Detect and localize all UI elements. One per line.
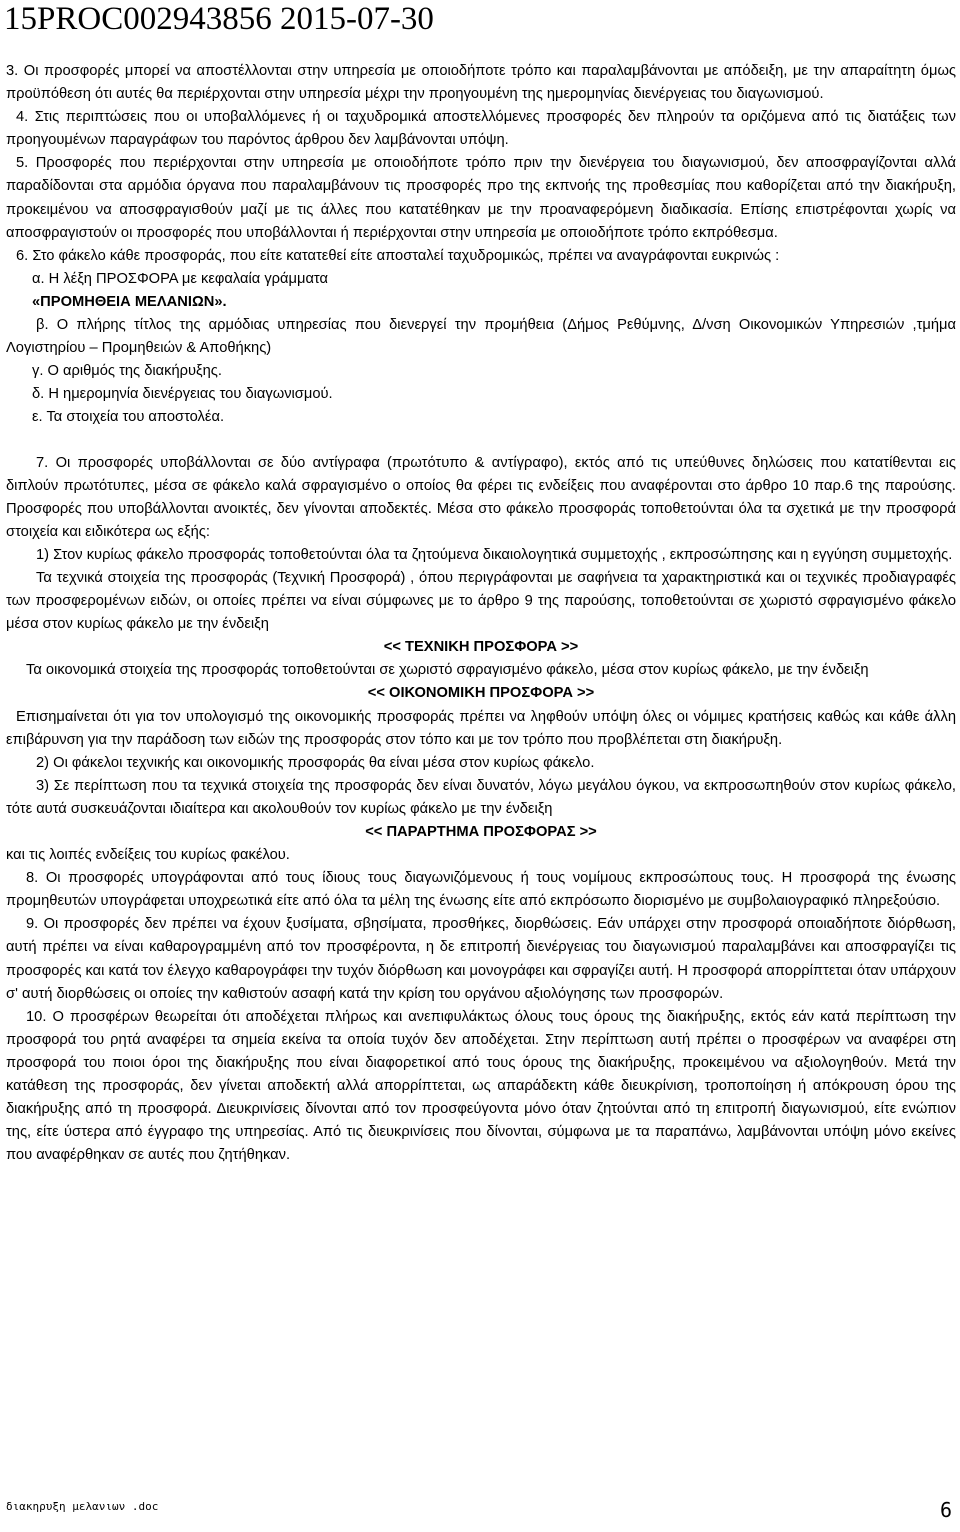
paragraph-5: 5. Προσφορές που περιέρχονται στην υπηρεσία με οποιοδήποτε τρόπο πριν την διενέργεια του διαγωνισμού, δεν αποσφραγίζονται αλλά παραδίδονται στα αρμόδια όργανα που παραλαμβάνουν τις προσφορές προ της εκπνοής της προθεσμίας που καθορίζεται από την διακήρυξη, προκειμένου να αποσφραγισθούν μαζί με τις άλλες που κατατέθηκαν με την προαναφερόμενη διαδικασία. Επίσης επιστρέφονται χωρίς να αποσφραγιστούν οι προσφορές που υποβάλλονται ή περιέρχονται στην υπηρεσία με οποιοδήποτε τρόπο εκπρόθεσμα. <box>6 155 956 241</box>
list-item-e: ε. Τα στοιχεία του αποστολέα. <box>32 409 225 426</box>
list-item-a-title: «ΠΡΟΜΗΘΕΙΑ ΜΕΛΑΝΙΩΝ». <box>32 293 227 310</box>
paragraph-7-item-3: 3) Σε περίπτωση που τα τεχνικά στοιχεία της προσφοράς δεν είναι δυνατόν, λόγω μεγάλου όγκου, να εκπροσωπηθούν στον κυρίως φάκελο, τότε αυτά συσκευάζονται ιδιαίτερα και ακολουθούν τον κυρίως φάκελο με την ένδειξη <box>6 777 956 817</box>
paragraph-10: 10. Ο προσφέρων θεωρείται ότι αποδέχεται πλήρως και ανεπιφυλάκτως όλους τους όρους της διακήρυξης, εκτός εάν κατά περίπτωση την προσφορά του ρητά αναφέρει τα σημεία εκείνα τα οποία τυχόν δεν αποδέχεται. Στην περίπτωση αυτή πρέπει ο προσφέρων να αναφέρει στη προσφορά του ποιοι όροι της διακήρυξης που είναι διαφορετικοί από τους όρους της διακήρυξης, προκειμένου να αξιολογηθούν. Μετά την κατάθεση της προσφοράς, δεν γίνεται αποδεκτή αλλά απορρίπτεται, ως απαράδεκτη κάθε διευκρίνιση, τροποποίηση ή απόκρουση όρου της διακήρυξης από τη προσφορά. Διευκρινίσεις δίνονται από τον προσφεύγοντα μόνο όταν ζητούνται από τη επιτροπή διαγωνισμού, είτε ενώπιον της, είτε ύστερα από έγγραφο της υπηρεσίας. Από τις διευκρινίσεις που δίνονται, σύμφωνα με τα παραπάνω, λαμβάνονται υπόψη μόνο εκείνες που αναφέρθηκαν σε αυτές που ζητήθηκαν. <box>6 1008 956 1164</box>
list-item-c: γ. Ο αριθμός της διακήρυξης. <box>32 363 222 380</box>
paragraph-6: 6. Στο φάκελο κάθε προσφοράς, που είτε κατατεθεί είτε αποσταλεί ταχυδρομικώς, πρέπει να αναγράφονται ευκρινώς : <box>16 247 780 264</box>
list-item-b: β. Ο πλήρης τίτλος της αρμόδιας υπηρεσίας που διενεργεί την προμήθεια (Δήμος Ρεθύμνης, Δ/νση Οικονομικών Υπηρεσιών ,τμήμα Λογιστηρίου – Προμηθειών & Αποθήκης) <box>6 317 956 357</box>
label-offer-annex: << ΠΑΡΑΡΤΗΜΑ ΠΡΟΣΦΟΡΑΣ >> <box>365 824 597 840</box>
paragraph-7: 7. Οι προσφορές υποβάλλονται σε δύο αντίγραφα (πρωτότυπο & αντίγραφο), εκτός από τις υπεύθυνες δηλώσεις που κατατίθενται εις διπλούν πρωτότυπες, μέσα σε φάκελο καλά σφραγισμένο ο οποίος θα φέρει τις ενδείξεις που αναφέρονται στο άρθρο 10 παρ.6 της παρούσης. Προσφορές που υποβάλλονται ανοικτές, δεν γίνονται αποδεκτές. Μέσα στο φάκελο προσφοράς τοποθετούνται όλα τα σχετικά με την προσφορά στοιχεία και ειδικότερα ως εξής: <box>6 454 956 540</box>
list-item-d: δ. Η ημερομηνία διενέργειας του διαγωνισμού. <box>32 386 333 403</box>
paragraph-7-note: Επισημαίνεται ότι για τον υπολογισμό της οικονομικής προσφοράς πρέπει να ληφθούν υπόψη όλες οι νόμιμες κρατήσεις καθώς και κάθε άλλη επιβάρυνση για την παράδοση των ειδών της προσφοράς στον τόπο και με τον τρόπο που προβλέπεται στη διακήρυξη. <box>6 708 956 748</box>
paragraph-4: 4. Στις περιπτώσεις που οι υποβαλλόμενες ή οι ταχυδρομικά αποστελλόμενες προσφορές δεν πληρούν τα οριζόμενα από τις διατάξεις των προηγουμένων παραγράφων του παρόντος άρθρου δεν λαμβάνονται υπόψη. <box>6 109 956 149</box>
paragraph-7-item-3-continuation: και τις λοιπές ενδείξεις του κυρίως φακέλου. <box>6 847 290 864</box>
document-code-header: 15PROC002943856 2015-07-30 <box>4 1 434 37</box>
label-technical-offer: << ΤΕΧΝΙΚΗ ΠΡΟΣΦΟΡΑ >> <box>383 639 579 656</box>
document-body <box>6 60 956 1167</box>
footer-page-number: 6 <box>939 1498 952 1522</box>
paragraph-7-item-1: 1) Στον κυρίως φάκελο προσφοράς τοποθετούνται όλα τα ζητούμενα δικαιολογητικά συμμετοχής , εκπροσώπησης και η εγγύηση συμμετοχής. <box>36 546 953 563</box>
paragraph-7-economic: Τα οικονομικά στοιχεία της προσφοράς τοποθετούνται σε χωριστό σφραγισμένο φάκελο, μέσα στον κυρίως φάκελο, με την ένδειξη <box>26 662 869 679</box>
paragraph-8: 8. Οι προσφορές υπογράφονται από τους ίδιους τους διαγωνιζόμενους ή τους νομίμους εκπροσώπους τους. Η προσφορά της ένωσης προμηθευτών υπογράφεται υποχρεωτικά είτε από όλα τα μέλη της ένωσης είτε από εκπρόσωπο διορισμένο με συμβολαιογραφικό πληρεξούσιο. <box>6 870 956 910</box>
spacer <box>6 430 956 452</box>
label-economic-offer: << ΟΙΚΟΝΟΜΙΚΗ ΠΡΟΣΦΟΡΑ >> <box>367 685 595 702</box>
paragraph-9: 9. Οι προσφορές δεν πρέπει να έχουν ξυσίματα, σβησίματα, προσθήκες, διορθώσεις. Εάν υπάρχει στην προσφορά οποιαδήποτε διόρθωση, αυτή πρέπει να είναι καθαρογραμμένη από τον προσφέροντα, η δε επιτροπή διενέργειας του διαγωνισμού παραλαμβάνει και αποσφραγίζει τις προσφορές και κατά τον έλεγχο καθαρογράφει την τυχόν διόρθωση και μονογράφει και σφραγίζει αυτή. Η προσφορά απορρίπτεται όταν υπάρχουν σ' αυτή διορθώσεις οι οποίες την καθιστούν ασαφή κατά την κρίση του οργάνου αξιολόγησης των προσφορών. <box>6 916 956 1002</box>
list-item-a: α. Η λέξη ΠΡΟΣΦΟΡΑ με κεφαλαία γράμματα <box>32 270 329 287</box>
paragraph-3: 3. Οι προσφορές μπορεί να αποστέλλονται στην υπηρεσία με οποιοδήποτε τρόπο και παραλαμβάνονται με απόδειξη, με την απαραίτητη όμως προϋπόθεση ότι αυτές θα περιέρχονται στην υπηρεσία μέχρι την προηγουμένη της ημερομηνίας διενέργειας του διαγωνισμού. <box>6 63 956 103</box>
paragraph-7-item-2: 2) Οι φάκελοι τεχνικής και οικονομικής προσφοράς θα είναι μέσα στον κυρίως φάκελο. <box>36 754 595 771</box>
footer-filename: διακηρυξη μελανιων .doc <box>6 1500 159 1513</box>
paragraph-7-technical: Τα τεχνικά στοιχεία της προσφοράς (Τεχνική Προσφορά) , όπου περιγράφονται με σαφήνεια τα χαρακτηριστικά και οι τεχνικές προδιαγραφές των προσφερομένων ειδών, οι οποίες πρέπει να είναι σύμφωνες με το άρθρο 9 της παρούσης, τοποθετούνται σε χωριστό σφραγισμένο φάκελο μέσα στον κυρίως φάκελο με την ένδειξη <box>6 569 956 633</box>
